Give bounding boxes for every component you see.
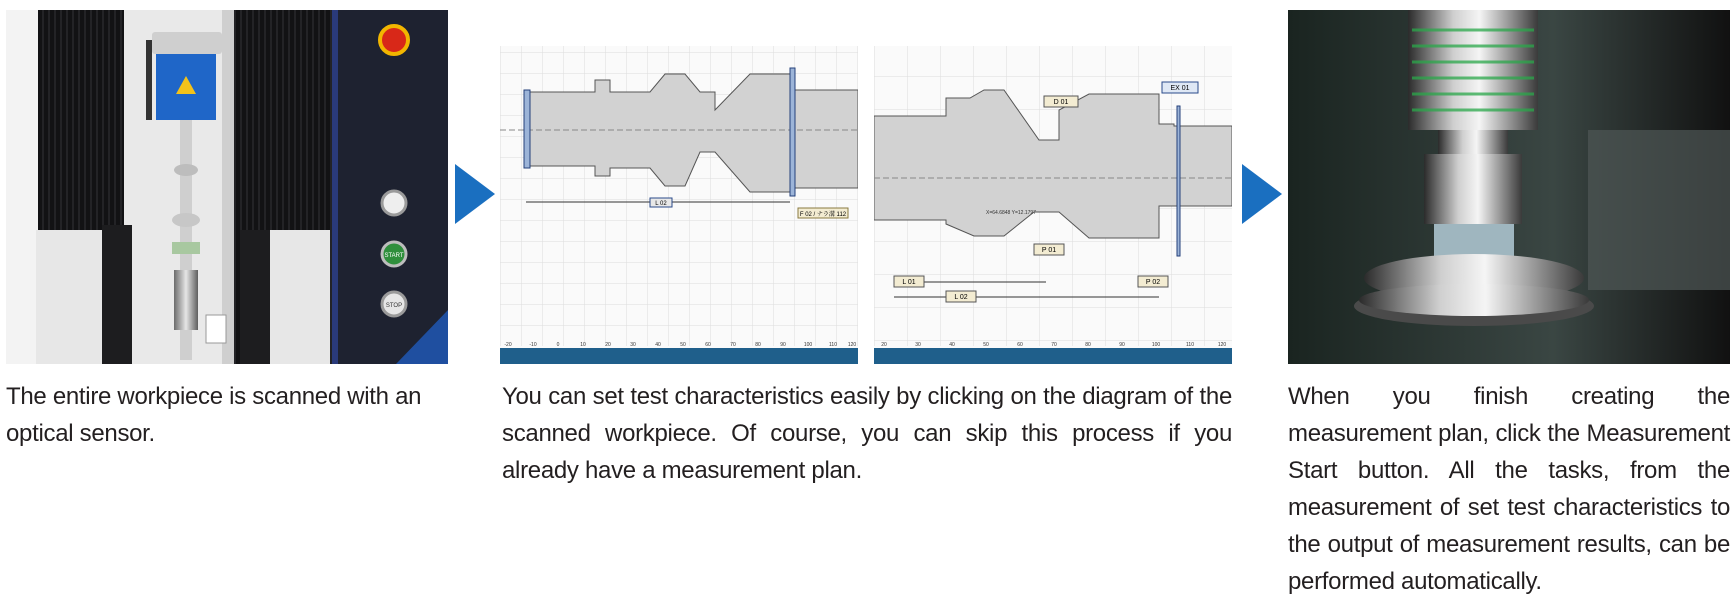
step-arrow-icon (455, 164, 495, 224)
diagram1-tick: -10 (529, 342, 537, 348)
diagram2-tick: 80 (1085, 342, 1091, 348)
diagram1-label-l02[interactable]: L 02 (655, 201, 667, 207)
diagram1-tick: 0 (556, 342, 560, 348)
scanner-machine-illustration (6, 10, 448, 364)
diagram1-tick: 40 (655, 342, 661, 348)
diagram2-label-l01[interactable]: L 01 (902, 279, 916, 286)
diagram1-tick: 50 (680, 342, 686, 348)
step-arrow-icon (1242, 164, 1282, 224)
middle-caption: You can set test characteristics easily by clicking on the diagram of the scanned workpiece. Of course, you can skip this process if you already have a measurement plan. (502, 383, 1232, 484)
diagram2-tick: 90 (1119, 342, 1125, 348)
diagram2-label-l02[interactable]: L 02 (954, 294, 968, 301)
diagram2-tick: 20 (881, 342, 887, 348)
diagram1-tick: 70 (730, 342, 736, 348)
workpiece-diagram-detail[interactable] (874, 10, 1232, 364)
workpiece-diagram-overview[interactable] (500, 10, 858, 364)
diagram1-tick: 110 (829, 342, 837, 348)
diagram2-tick: 60 (1017, 342, 1023, 348)
start-button-label: START (384, 253, 404, 259)
diagram1-tick: 100 (803, 342, 813, 348)
measurement-closeup-photo (1288, 10, 1730, 364)
right-caption: When you finish creating the measurement plan, click the Measurement Start button. All the tasks, from the measurement of set test characteristics to the output of measurement results, can be performed automatically. (1288, 383, 1730, 595)
diagram2-label-p02[interactable]: P 02 (1145, 279, 1161, 286)
diagram1-tick: 30 (630, 342, 636, 348)
diagram2-tick: 70 (1051, 342, 1057, 348)
measurement-closeup-illustration (1288, 10, 1730, 364)
diagram2-label-ex01[interactable]: EX 01 (1170, 85, 1190, 92)
diagram1-tick: 10 (580, 342, 586, 348)
diagram2-tick: 100 (1151, 342, 1161, 348)
diagram1-tick: 90 (780, 342, 786, 348)
diagram2-tick: 30 (915, 342, 921, 348)
diagram1-tick: -20 (504, 342, 512, 348)
left-caption: The entire workpiece is scanned with an optical sensor. (6, 383, 422, 447)
diagram1-label-f02[interactable]: F 02 / ナラ溝 112 (799, 212, 847, 218)
diagram1-tick: 80 (755, 342, 761, 348)
diagram2-tick: 120 (1217, 342, 1227, 348)
stop-button-label: STOP (385, 303, 403, 309)
cursor-coordinates: X=64.6848 Y=12.1797 (986, 210, 1036, 216)
diagram2-tick: 50 (983, 342, 989, 348)
diagram2-tick: 110 (1186, 342, 1194, 348)
diagram1-tick: 20 (605, 342, 611, 348)
diagram1-tick: 120 (847, 342, 857, 348)
diagram1-tick: 60 (705, 342, 711, 348)
diagram2-tick: 40 (949, 342, 955, 348)
scanner-machine-photo (6, 10, 448, 364)
diagram2-label-p01[interactable]: P 01 (1041, 247, 1057, 254)
diagram2-label-d01[interactable]: D 01 (1053, 99, 1069, 106)
